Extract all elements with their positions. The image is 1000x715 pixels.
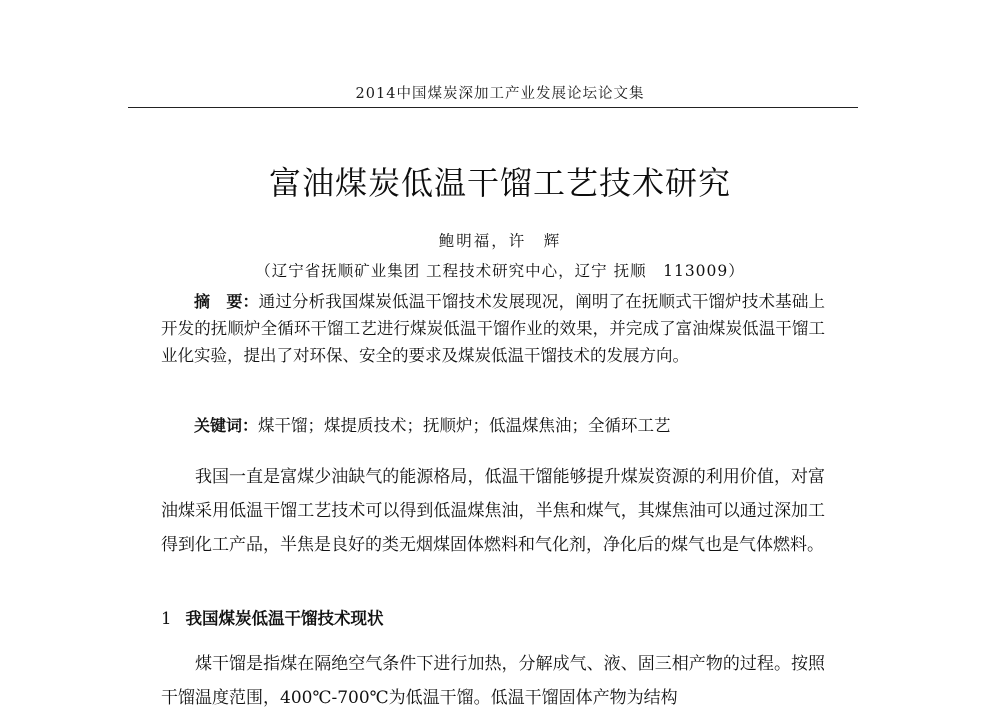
abstract <box>161 288 825 370</box>
abstract-label: 摘 要： <box>194 292 259 311</box>
keywords-text: 煤干馏；煤提质技术；抚顺炉；低温煤焦油；全循环工艺 <box>258 416 671 435</box>
header-rule <box>128 107 858 108</box>
paper-title: 富油煤炭低温干馏工艺技术研究 <box>268 164 731 202</box>
section-heading <box>161 605 384 629</box>
paper-authors: 鲍明福，许 辉 <box>438 232 562 250</box>
paper-affiliation: （辽宁省抚顺矿业集团 工程技术研究中心，辽宁 抚顺 113009） <box>255 262 745 280</box>
keywords-label: 关键词： <box>194 416 259 435</box>
intro-paragraph: 我国一直是富煤少油缺气的能源格局，低温干馏能够提升煤炭资源的利用价值，对富油煤采用低温干馏工艺技术可以得到低温煤焦油，半焦和煤气，其煤焦油可以通过深加工得到化工产品，半焦是良好的类无烟煤固体燃料和气化剂，净化后的煤气也是气体燃料。 <box>161 467 825 555</box>
section-number: 1 <box>161 609 172 628</box>
section-title: 我国煤炭低温干馏技术现状 <box>185 609 384 628</box>
keywords <box>161 412 825 439</box>
running-header: 2014中国煤炭深加工产业发展论坛论文集 <box>355 86 645 102</box>
abstract-text: 通过分析我国煤炭低温干馏技术发展现况，阐明了在抚顺式干馏炉技术基础上开发的抚顺炉全循环干馏工艺进行煤炭低温干馏作业的效果，并完成了富油煤炭低温干馏工业化实验，提出了对环保、安全的要求及煤炭低温干馏技术的发展方向。 <box>161 292 825 366</box>
section1-paragraph: 煤干馏是指煤在隔绝空气条件下进行加热，分解成气、液、固三相产物的过程。按照干馏温度范围，400℃-700℃为低温干馏。低温干馏固体产物为结构 <box>161 654 825 708</box>
